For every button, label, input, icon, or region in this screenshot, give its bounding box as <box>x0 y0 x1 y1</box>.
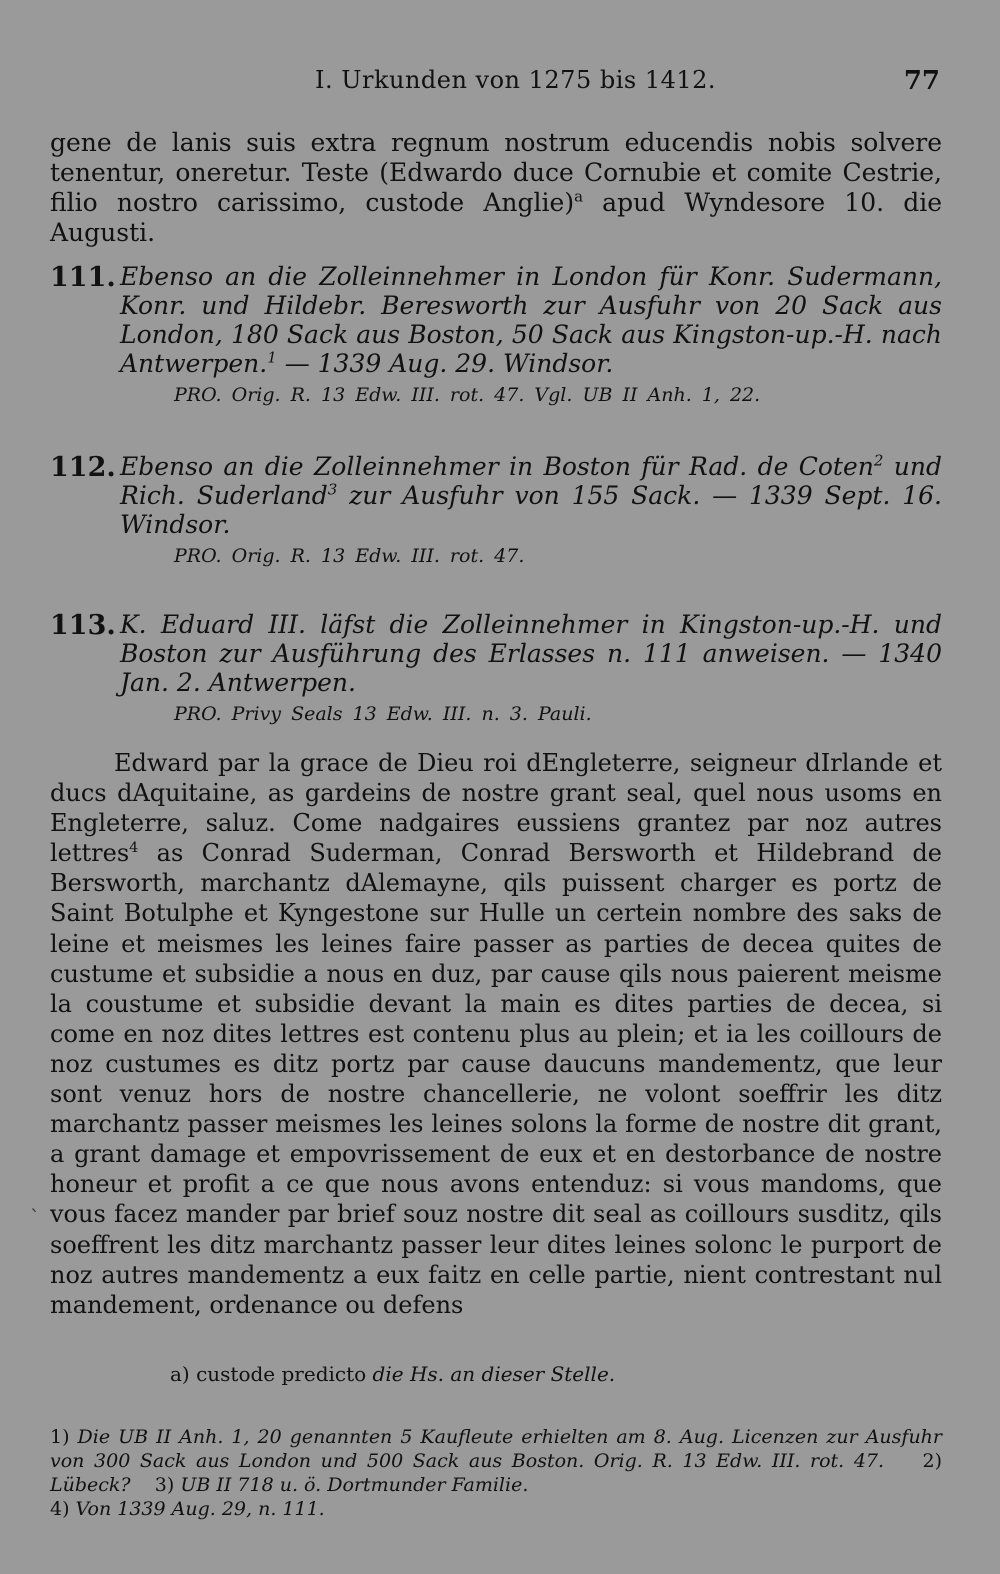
entry-number: 113. <box>50 610 116 641</box>
footnote-ref-4: 4 <box>129 840 139 857</box>
intro-text: gene de lanis suis extra regnum nostrum educendis nobis solvere tenentur, oneretur. Teste (Edwardo duce Cornubie et comite Cestrie, filio nostro carissimo, custode Anglie) <box>50 128 942 217</box>
page-number: 77 <box>903 66 940 96</box>
entry-111 <box>50 262 942 408</box>
footnote-ref-2: 2 <box>873 451 884 470</box>
intro-paragraph <box>50 128 942 248</box>
summary-text: Ebenso an die Zolleinnehmer in London für Konr. Sudermann, Konr. und Hildebr. Beresworth zur Ausfuhr von 20 Sack aus London, 180 Sack aus Boston, 50 Sack aus Kingston-up.-H. nach Antwerpen. <box>120 262 942 378</box>
footnotes <box>50 1425 942 1521</box>
footnote-4-label: 4) <box>50 1498 70 1520</box>
letter-body <box>50 748 942 1320</box>
footnote-ref-3: 3 <box>327 480 338 499</box>
entry-number: 112. <box>50 452 116 483</box>
entry-112 <box>50 452 942 569</box>
footnote-1: Die UB II Anh. 1, 20 genannten 5 Kaufleute erhielten am 8. Aug. Licenzen zur Ausfuhr von 300 Sack aus London und 500 Sack aus Boston. Orig. R. 13 Edw. III. rot. 47. <box>50 1426 942 1472</box>
entry-source: PRO. Orig. R. 13 Edw. III. rot. 47. Vgl. UB II Anh. 1, 22. <box>174 384 761 406</box>
footnote-3: UB II 718 u. ö. Dortmunder Familie. <box>174 1474 529 1496</box>
header-title: I. Urkunden von 1275 bis 1412. <box>315 66 717 94</box>
entry-summary <box>120 452 942 539</box>
summary-date: — 1339 Aug. 29. Windsor. <box>276 349 614 378</box>
summary-text-2: und Rich. Suderland <box>120 452 942 510</box>
entry-source: PRO. Privy Seals 13 Edw. III. n. 3. Pauli. <box>174 703 592 725</box>
letter-text: Edward par la grace de Dieu roi dEngleterre, seigneur dIrlande et ducs dAquitaine, as gardeins de nostre grant seal, quel nous usoms en Engleterre, saluz. Come nadgaires eussiens grantez par noz autres lettres <box>50 749 942 868</box>
entry-summary: K. Eduard III. läfst die Zolleinnehmer in Kingston-up.-H. und Boston zur Ausführung des Erlasses n. 111 anweisen. — 1340 Jan. 2. Antwerpen. <box>120 610 942 697</box>
footnote-2-label: 2) <box>922 1450 942 1472</box>
intro-text-end: apud Wyndesore 10. die Augusti. <box>50 188 942 247</box>
footnote-3-label: 3) <box>154 1474 175 1496</box>
letter-text-cont: as Conrad Suderman, Conrad Bersworth et Hildebrand de Bersworth, marchantz dAlemayne, qils puissent charger es portz de Saint Botulphe et Kyngestone sur Hulle un certein nombre des saks de leine et meismes les leines faire passer as parties de decea quites de custume et subsidie a nous en duz, par cause qils nous paierent meisme la coustume et subsidie devant la main es dites parties de decea, si come en noz dites lettres est contenu plus au plein; et ia les coillours de noz custumes es ditz portz par cause daucuns mandementz, que leur sont venuz hors de nostre chancellerie, ne volont soeffrir les ditz marchantz passer meismes les leines solons la forme de nostre dit grant, a grant damage et empovrissement de eux et en destorbance de nostre honeur et profit a ce que nous avons entenduz: si vous mandoms, que vous facez mander par brief souz nostre dit seal as coillours susditz, qils soeffrent les ditz marchantz passer leur dites leines solonc le purport de noz autres mandementz a eux faitz en celle partie, nient contrestant nul mandement, ordenance ou defens <box>50 839 942 1319</box>
entry-source: PRO. Orig. R. 13 Edw. III. rot. 47. <box>174 545 525 567</box>
footnote-4: Von 1339 Aug. 29, n. 111. <box>69 1498 325 1520</box>
summary-text: Ebenso an die Zolleinnehmer in Boston für Rad. de Coten <box>120 452 874 481</box>
running-header <box>50 66 940 102</box>
footnote-a-label: a) custode predicto <box>170 1362 367 1386</box>
entry-number: 111. <box>50 262 116 293</box>
footnote-ref-a: a <box>574 187 584 206</box>
summary-date: zur Ausfuhr von 155 Sack. — 1339 Sept. 16. Windsor. <box>120 481 943 539</box>
footnote-2: Lübeck? <box>50 1474 131 1496</box>
margin-mark: ` <box>30 1205 40 1229</box>
entry-113 <box>50 610 942 727</box>
footnote-ref-1: 1 <box>267 348 277 367</box>
footnote-1-label: 1) <box>50 1426 70 1448</box>
footnote-a <box>170 1362 615 1386</box>
entry-summary <box>120 262 942 378</box>
footnote-a-note: die Hs. an dieser Stelle. <box>366 1362 616 1386</box>
